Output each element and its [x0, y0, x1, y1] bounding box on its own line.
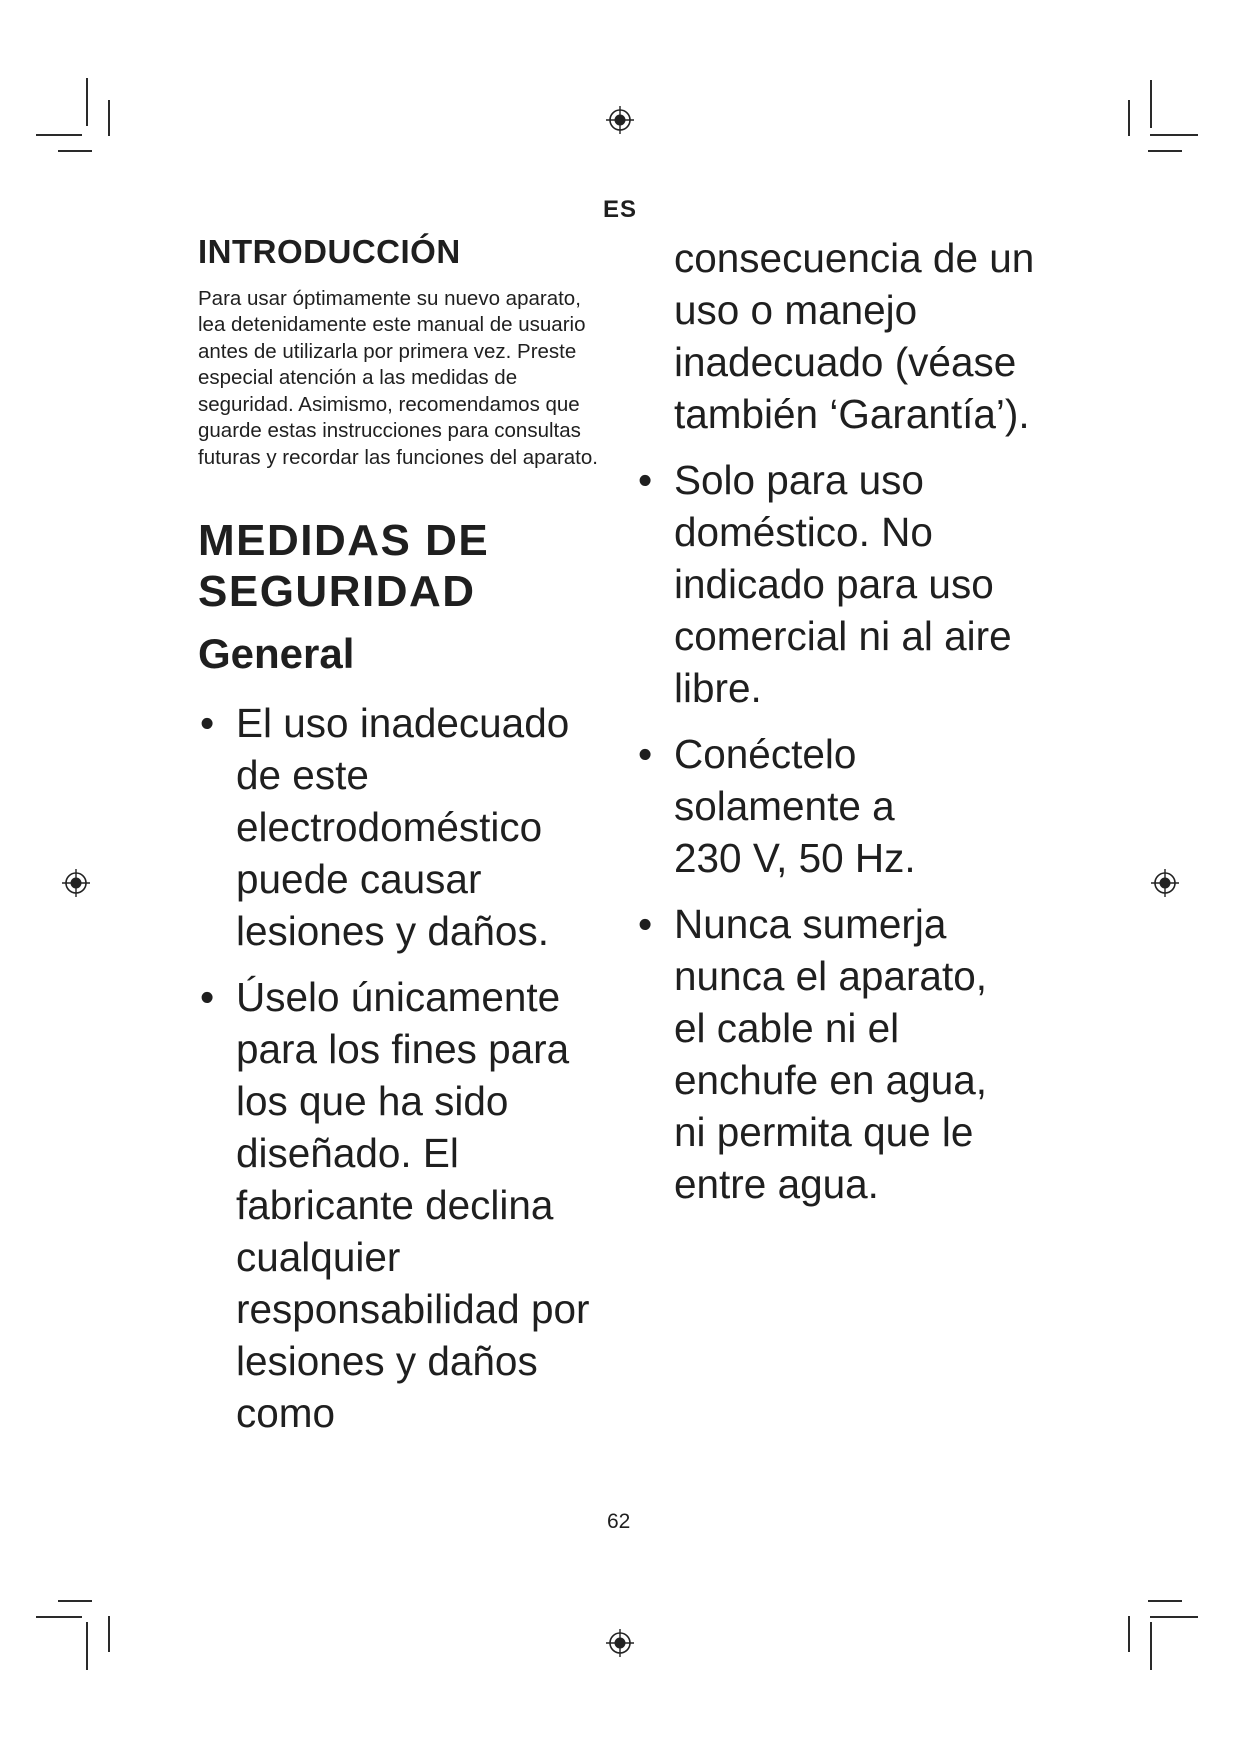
list-item-text: Nunca sumerja nunca el aparato, el cable ni el enchufe en agua, ni permita que le entre agua.: [674, 901, 988, 1207]
bullet-icon: •: [638, 901, 653, 947]
registration-mark-icon: [1150, 868, 1180, 898]
list-item-text: Solo para uso doméstico. No indicado para uso comercial ni al aire libre.: [674, 457, 1012, 711]
bullet-icon: •: [200, 700, 215, 747]
intro-paragraph: Para usar óptimamente su nuevo aparato, lea detenidamente este manual de usuario antes de utilizarla por primera vez. Preste especial atención a las medidas de seguridad. Asimismo, recomendamos que guarde estas instrucciones para consultas futuras y recordar las funciones del aparato.: [198, 286, 598, 469]
crop-mark: [1150, 1622, 1152, 1670]
language-tag: ES: [603, 196, 638, 223]
registration-mark-icon: [61, 868, 91, 898]
list-item-continuation: consecuencia de un uso o manejo inadecuado (véase también ‘Garantía’).: [674, 235, 1035, 437]
crop-mark: [86, 1622, 88, 1670]
crop-mark: [1150, 80, 1152, 128]
list-item: [198, 971, 618, 1439]
list-item: [198, 697, 618, 957]
crop-mark: [108, 100, 110, 136]
safety-list-left: [198, 697, 618, 1439]
list-item: [636, 728, 1076, 884]
intro-heading: INTRODUCCIÓN: [198, 233, 461, 270]
bullet-icon: •: [638, 731, 653, 777]
safety-list-right: [636, 454, 1076, 1210]
list-item: [636, 454, 1076, 714]
page-number: 62: [607, 1510, 631, 1533]
crop-mark: [58, 1600, 92, 1602]
crop-mark: [36, 1616, 82, 1618]
crop-mark: [1128, 1616, 1130, 1652]
safety-heading: MEDIDAS DE SEGURIDAD: [198, 516, 490, 617]
crop-mark: [1150, 134, 1198, 136]
left-column: [198, 232, 618, 1453]
bullet-icon: •: [638, 457, 653, 503]
registration-mark-icon: [605, 105, 635, 135]
crop-mark: [1148, 150, 1182, 152]
right-column: [636, 232, 1076, 1224]
bullet-icon: •: [200, 974, 215, 1021]
registration-mark-icon: [605, 1628, 635, 1658]
crop-mark: [1150, 1616, 1198, 1618]
list-item-text: Úselo únicamente para los fines para los que ha sido diseñado. El fabricante declina cualquier responsabilidad por lesiones y daños como: [236, 974, 590, 1437]
crop-mark: [36, 134, 82, 136]
crop-mark: [86, 78, 88, 126]
crop-mark: [58, 150, 92, 152]
crop-mark: [108, 1616, 110, 1652]
crop-mark: [1148, 1600, 1182, 1602]
general-subheading: General: [198, 630, 355, 678]
list-item: [636, 898, 1076, 1210]
list-item-text: El uso inadecuado de este electrodoméstico puede causar lesiones y daños.: [236, 700, 570, 955]
list-item-text: Conéctelo solamente a 230 V, 50 Hz.: [674, 731, 916, 881]
crop-mark: [1128, 100, 1130, 136]
